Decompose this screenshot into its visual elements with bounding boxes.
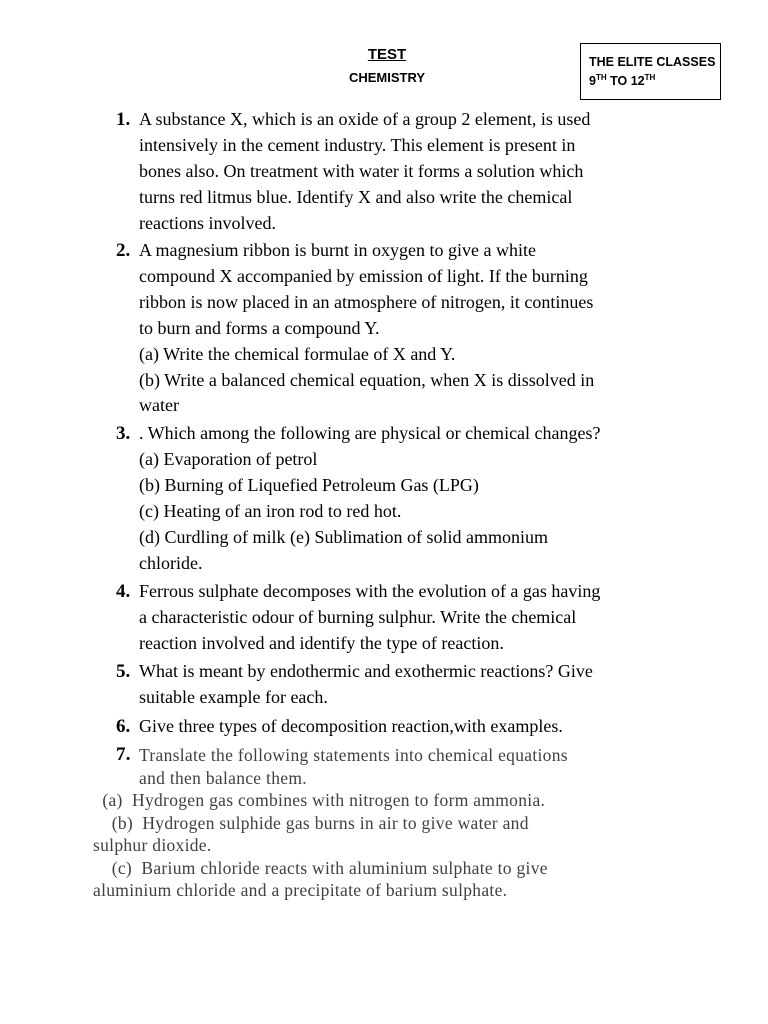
brand-to-word: TO: [610, 74, 628, 88]
question-line: . Which among the following are physical or chemical changes?: [139, 423, 601, 443]
question-number: 5.: [116, 661, 131, 682]
question-line: chloride.: [139, 552, 203, 573]
question-line: suitable example for each.: [139, 686, 328, 707]
question-line: water: [139, 395, 179, 416]
question-line: reactions involved.: [139, 212, 276, 233]
question-line: and then balance them.: [139, 767, 307, 788]
brand-to: 12: [630, 74, 645, 88]
brand-from-sup: TH: [595, 73, 607, 82]
question-line: A substance X, which is an oxide of a group 2 element, is used: [139, 109, 591, 129]
question-number: 1.: [116, 109, 131, 130]
question-line: (a) Evaporation of petrol: [139, 448, 318, 469]
brand-name: THE ELITE CLASSES: [589, 55, 716, 69]
question-part-line: (a) Hydrogen gas combines with nitrogen to form ammonia.: [93, 790, 546, 810]
question-line: ribbon is now placed in an atmosphere of nitrogen, it continues: [139, 291, 594, 312]
question-line: compound X accompanied by emission of light. If the burning: [139, 265, 588, 286]
question-line: What is meant by endothermic and exothermic reactions? Give: [139, 661, 593, 681]
brand-box: [580, 43, 721, 100]
question-6: [116, 714, 676, 740]
question-line: turns red litmus blue. Identify X and also write the chemical: [139, 186, 573, 207]
question-line: intensively in the cement industry. This element is present in: [139, 134, 576, 155]
question-number: 4.: [116, 581, 131, 602]
question-number: 7.: [116, 744, 131, 765]
question-line: reaction involved and identify the type of reaction.: [139, 632, 504, 653]
brand-class-range: [589, 72, 720, 91]
question-1: [116, 107, 676, 237]
question-part-line: (b) Hydrogen sulphide gas burns in air to give water and: [93, 812, 529, 833]
question-4: [116, 579, 676, 657]
question-2: [116, 238, 676, 419]
question-line: Translate the following statements into chemical equations: [139, 745, 568, 765]
question-line: Give three types of decomposition reaction,with examples.: [139, 716, 563, 736]
question-line: to burn and forms a compound Y.: [139, 317, 380, 338]
question-part-line: sulphur dioxide.: [93, 835, 212, 855]
brand-to-sup: TH: [644, 73, 656, 82]
question-3: [116, 421, 676, 576]
question-7-parts: [93, 789, 713, 902]
question-5: [116, 659, 676, 711]
question-line: Ferrous sulphate decomposes with the evolution of a gas having: [139, 581, 601, 601]
question-number: 2.: [116, 240, 131, 261]
question-line: bones also. On treatment with water it forms a solution which: [139, 160, 584, 181]
question-line: a characteristic odour of burning sulphur. Write the chemical: [139, 606, 577, 627]
question-line: A magnesium ribbon is burnt in oxygen to give a white: [139, 240, 536, 260]
question-7: [116, 744, 676, 789]
question-part-line: aluminium chloride and a precipitate of barium sulphate.: [93, 880, 508, 900]
question-line: (d) Curdling of milk (e) Sublimation of solid ammonium: [139, 526, 548, 547]
question-line: (c) Heating of an iron rod to red hot.: [139, 500, 402, 521]
question-line: (a) Write the chemical formulae of X and Y.: [139, 343, 456, 364]
question-line: (b) Write a balanced chemical equation, when X is dissolved in: [139, 369, 595, 390]
question-part-line: (c) Barium chloride reacts with aluminium sulphate to give: [93, 857, 548, 878]
brand-from: 9: [589, 74, 596, 88]
question-line: (b) Burning of Liquefied Petroleum Gas (LPG): [139, 474, 479, 495]
subject-title: CHEMISTRY: [348, 70, 426, 85]
page-title: TEST: [367, 46, 407, 63]
question-number: 3.: [116, 423, 131, 444]
question-number: 6.: [116, 716, 131, 737]
